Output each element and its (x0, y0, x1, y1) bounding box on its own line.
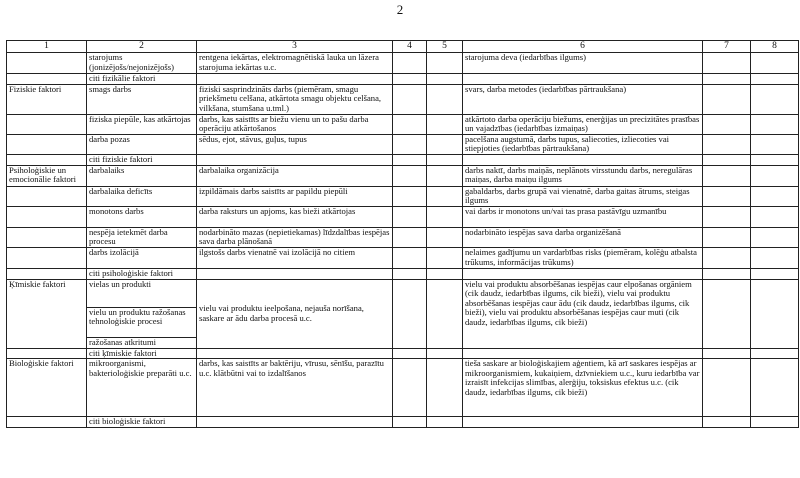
description-cell: rentgena iekārtas, elektromagnētiskā lauka un lāzera starojuma iekārtas u.c. (197, 53, 393, 74)
table-cell (7, 348, 87, 359)
table-cell (7, 114, 87, 134)
table-cell (393, 348, 427, 359)
table-cell (703, 227, 751, 247)
table-cell (703, 53, 751, 74)
table-row (7, 359, 799, 417)
factor-cell: darba pozas (87, 134, 197, 154)
table-cell (7, 186, 87, 206)
table-cell (7, 417, 87, 428)
table-row (7, 279, 799, 307)
table-row (7, 186, 799, 206)
header-row (7, 41, 799, 53)
assessment-cell: vai darbs ir monotons un/vai tas prasa pastāvīgu uzmanību (463, 206, 703, 227)
table-cell (751, 134, 799, 154)
factor-cell: monotons darbs (87, 206, 197, 227)
assessment-cell: nelaimes gadījumu un vardarbības risks (piemēram, kolēģu atbalsta trūkums, informācijas trūkums) (463, 247, 703, 268)
header-cell: 7 (703, 41, 751, 53)
table-cell (427, 279, 463, 348)
table-cell (751, 114, 799, 134)
table-cell (393, 84, 427, 114)
description-cell: fiziski sasprindzināts darbs (piemēram, smagu priekšmetu celšana, atkārtota smagu objektu celšana, vilkšana, stumšana u.tml.) (197, 84, 393, 114)
table-cell (751, 154, 799, 165)
assessment-cell: nodarbināto iespējas sava darba organizēšanā (463, 227, 703, 247)
factor-cell: darbalaiks (87, 165, 197, 186)
table-cell (197, 154, 393, 165)
table-cell (393, 206, 427, 227)
table-cell (7, 247, 87, 268)
factor-cell: fiziska piepūle, kas atkārtojas (87, 114, 197, 134)
table-cell (7, 206, 87, 227)
table-cell (751, 74, 799, 85)
table-cell (427, 154, 463, 165)
table-row (7, 53, 799, 74)
table-cell (703, 417, 751, 428)
factor-cell: starojums (jonizējošs/nejonizējošs) (87, 53, 197, 74)
category-cell: Psiholoģiskie un emocionālie faktori (7, 165, 87, 186)
table-cell (703, 154, 751, 165)
page-number: 2 (396, 2, 404, 17)
table-cell (751, 417, 799, 428)
factor-cell: vielas un produkti (87, 279, 197, 307)
category-cell: Fiziskie faktori (7, 84, 87, 114)
table-cell (751, 268, 799, 279)
table-cell (751, 247, 799, 268)
category-cell: Bioloģiskie faktori (7, 359, 87, 417)
factor-cell: nespēja ietekmēt darba procesu (87, 227, 197, 247)
table-cell (751, 84, 799, 114)
header-cell: 2 (87, 41, 197, 53)
table-cell (427, 134, 463, 154)
table-cell (393, 114, 427, 134)
table-row (7, 417, 799, 428)
table-cell (393, 134, 427, 154)
table-cell (463, 268, 703, 279)
header-cell: 8 (751, 41, 799, 53)
table-cell (703, 134, 751, 154)
table-cell (751, 186, 799, 206)
assessment-cell: tieša saskare ar bioloģiskajiem aģentiem, kā arī saskares iespējas ar mikroorganismiem, kukaiņiem, dzīvniekiem u.c., kuru iedarbība var izraisīt infekcijas slimības, alerģiju, toksiskus efektus u.c. (cik daudz, iedarbības ilgums, cik bieži) (463, 359, 703, 417)
table-row (7, 84, 799, 114)
table-cell (427, 268, 463, 279)
factor-cell: citi ķīmiskie faktori (87, 348, 197, 359)
table-cell (703, 279, 751, 348)
table-cell (703, 165, 751, 186)
assessment-cell: gabaldarbs, darbs grupā vai vienatnē, darba gaitas ātrums, steigas ilgums (463, 186, 703, 206)
table-cell (463, 348, 703, 359)
assessment-cell: vielu vai produktu absorbēšanas iespējas caur elpošanas orgāniem (cik daudz, iedarbības ilgums, cik bieži), vielu vai produktu absorbēšanas iespējas caur ādu (cik daudz, iedarbības ilgums, cik bieži), vielu vai produktu absorbēšanas iespējas caur muti (cik daudz, iedarbības ilgums, cik bieži) (463, 279, 703, 348)
table-cell (427, 165, 463, 186)
table-cell (393, 227, 427, 247)
description-cell: izpildāmais darbs saistīts ar papildu piepūli (197, 186, 393, 206)
assessment-cell: atkārtoto darba operāciju biežums, enerģijas un precizitātes prasības un vajadzības (iedarbības izmaiņas) (463, 114, 703, 134)
table-cell (427, 114, 463, 134)
table-row (7, 154, 799, 165)
table-cell (7, 227, 87, 247)
table-row (7, 227, 799, 247)
table-row (7, 74, 799, 85)
table-cell (703, 348, 751, 359)
table-cell (393, 74, 427, 85)
table-cell (427, 227, 463, 247)
table-cell (427, 359, 463, 417)
table-row (7, 348, 799, 359)
description-cell: darbs, kas saistīts ar biežu vienu un to pašu darba operāciju atkārtošanos (197, 114, 393, 134)
table-cell (463, 154, 703, 165)
table-cell (427, 186, 463, 206)
table-row (7, 268, 799, 279)
category-cell: Ķīmiskie faktori (7, 279, 87, 348)
table-cell (197, 74, 393, 85)
table-row (7, 134, 799, 154)
table-row (7, 247, 799, 268)
table-cell (427, 348, 463, 359)
table-cell (393, 154, 427, 165)
table-cell (427, 247, 463, 268)
assessment-cell: starojuma deva (iedarbības ilgums) (463, 53, 703, 74)
header-cell: 6 (463, 41, 703, 53)
table-cell (751, 165, 799, 186)
description-cell: ilgstošs darbs vienatnē vai izolācijā no citiem (197, 247, 393, 268)
header-cell: 1 (7, 41, 87, 53)
table-cell (393, 359, 427, 417)
table-row (7, 206, 799, 227)
assessment-cell: svars, darba metodes (iedarbības pārtraukšana) (463, 84, 703, 114)
factor-cell: smags darbs (87, 84, 197, 114)
table-cell (463, 417, 703, 428)
table-cell (703, 206, 751, 227)
description-cell: darbs, kas saistīts ar baktēriju, vīrusu, sēnīšu, parazītu u.c. klātbūtni vai to izdalīšanos (197, 359, 393, 417)
table-cell (427, 53, 463, 74)
table-cell (393, 268, 427, 279)
table-cell (7, 154, 87, 165)
table-cell (7, 134, 87, 154)
table-cell (751, 227, 799, 247)
table-cell (703, 74, 751, 85)
table-row (7, 114, 799, 134)
table-cell (751, 206, 799, 227)
table-cell (751, 279, 799, 348)
factor-cell: citi bioloģiskie faktori (87, 417, 197, 428)
table-cell (393, 165, 427, 186)
factor-cell: vielu un produktu ražošanas tehnoloģiskie procesi (87, 307, 197, 337)
factor-cell: citi fiziskie faktori (87, 154, 197, 165)
table-cell (463, 74, 703, 85)
table-cell (393, 53, 427, 74)
header-cell: 3 (197, 41, 393, 53)
description-cell: darba raksturs un apjoms, kas bieži atkārtojas (197, 206, 393, 227)
table-cell (703, 359, 751, 417)
table-cell (427, 74, 463, 85)
table-cell (7, 268, 87, 279)
table-cell (7, 53, 87, 74)
description-cell: sēdus, ejot, stāvus, guļus, tupus (197, 134, 393, 154)
assessment-cell: pacelšana augstumā, darbs tupus, saliecoties, izliecoties vai stiepjoties (iedarbības pārtraukšana) (463, 134, 703, 154)
table-cell (751, 359, 799, 417)
table-cell (427, 206, 463, 227)
table-cell (703, 247, 751, 268)
table-cell (751, 348, 799, 359)
table-cell (751, 53, 799, 74)
table-cell (703, 268, 751, 279)
table-cell (427, 84, 463, 114)
table-cell (703, 186, 751, 206)
table-cell (393, 417, 427, 428)
description-cell: darbalaika organizācija (197, 165, 393, 186)
table-cell (393, 186, 427, 206)
factor-cell: citi psiholoģiskie faktori (87, 268, 197, 279)
description-cell: vielu vai produktu ieelpošana, nejauša norīšana, saskare ar ādu darba procesā u.c. (197, 279, 393, 348)
factor-cell: ražošanas atkritumi (87, 337, 197, 348)
factor-cell: mikroorganismi, bakterioloģiskie preparāti u.c. (87, 359, 197, 417)
factor-cell: citi fizikālie faktori (87, 74, 197, 85)
table-cell (197, 348, 393, 359)
table-cell (393, 279, 427, 348)
table-cell (197, 417, 393, 428)
description-cell: nodarbināto mazas (nepietiekamas) līdzdalības iespējas sava darba plānošanā (197, 227, 393, 247)
table-cell (703, 84, 751, 114)
factor-cell: darbs izolācijā (87, 247, 197, 268)
header-cell: 4 (393, 41, 427, 53)
table-cell (7, 74, 87, 85)
assessment-cell: darbs naktī, darbs maiņās, neplānots virsstundu darbs, neregulāras maiņas, darba maiņu ilgums (463, 165, 703, 186)
factor-cell: darbalaika deficīts (87, 186, 197, 206)
table-cell (393, 247, 427, 268)
risk-factors-table (6, 40, 799, 428)
table-cell (427, 417, 463, 428)
table-cell (197, 268, 393, 279)
header-cell: 5 (427, 41, 463, 53)
table-cell (703, 114, 751, 134)
table-row (7, 165, 799, 186)
